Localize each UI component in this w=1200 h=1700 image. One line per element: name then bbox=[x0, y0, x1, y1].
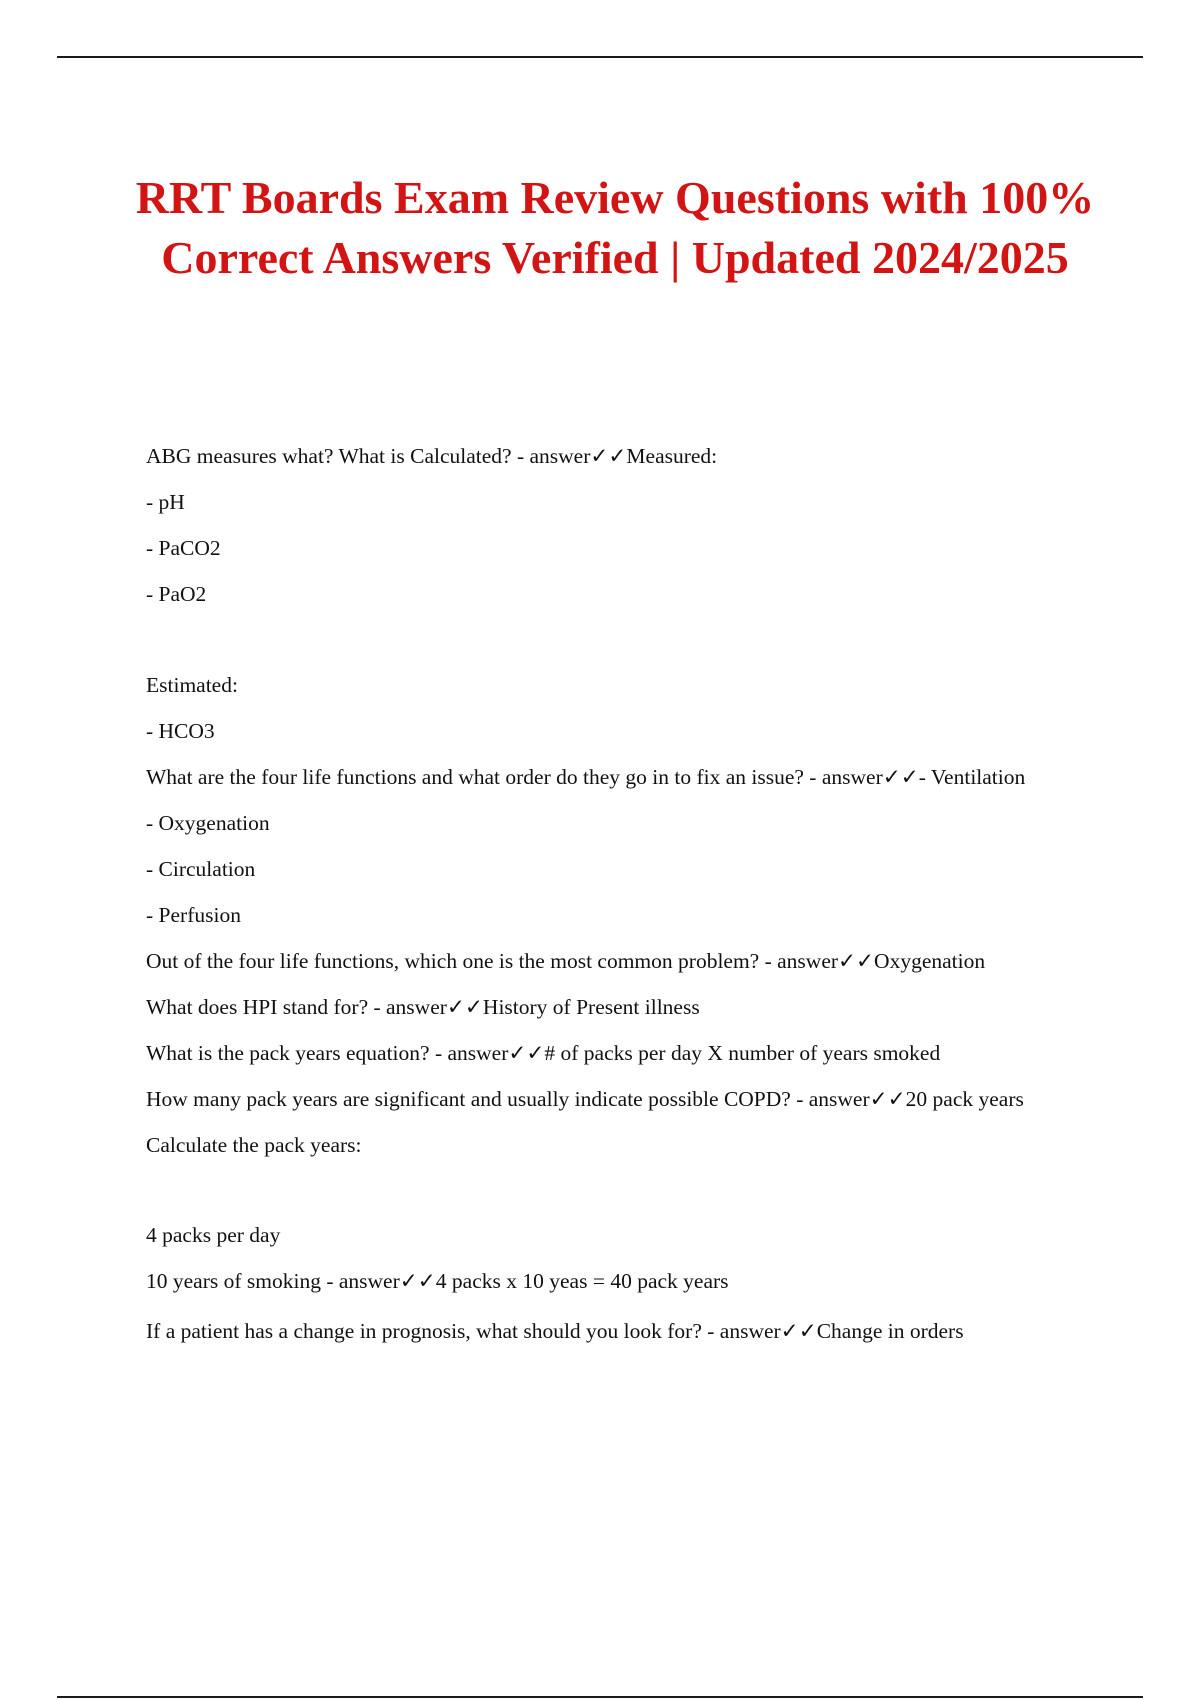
text-line: - PaO2 bbox=[146, 582, 207, 606]
header-rule bbox=[57, 56, 1143, 58]
text-line: - Circulation bbox=[146, 857, 256, 881]
text-line: - pH bbox=[146, 490, 185, 514]
text-line: How many pack years are significant and usually indicate possible COPD? - answer✓✓20 pack years bbox=[146, 1087, 1024, 1111]
text-line: - HCO3 bbox=[146, 719, 215, 743]
footer-rule bbox=[57, 1696, 1143, 1698]
text-line: Estimated: bbox=[146, 673, 238, 697]
document-title: RRT Boards Exam Review Questions with 100% Correct Answers Verified | Updated 2024/2025 bbox=[135, 172, 1095, 283]
text-line: - Oxygenation bbox=[146, 811, 270, 835]
text-line: - PaCO2 bbox=[146, 536, 221, 560]
text-line: Out of the four life functions, which one is the most common problem? - answer✓✓Oxygenation bbox=[146, 949, 986, 973]
text-line: 4 packs per day bbox=[146, 1223, 281, 1247]
text-line: Calculate the pack years: bbox=[146, 1133, 362, 1157]
text-line: - Perfusion bbox=[146, 903, 241, 927]
text-line: What does HPI stand for? - answer✓✓History of Present illness bbox=[146, 995, 700, 1019]
text-line: If a patient has a change in prognosis, what should you look for? - answer✓✓Change in orders bbox=[146, 1319, 964, 1343]
qa-content bbox=[146, 441, 1106, 1346]
text-line: ABG measures what? What is Calculated? - answer✓✓Measured: bbox=[146, 444, 718, 468]
text-line: 10 years of smoking - answer✓✓4 packs x 10 yeas = 40 pack years bbox=[146, 1269, 729, 1293]
text-line: What are the four life functions and what order do they go in to fix an issue? - answer✓✓- Ventilation bbox=[146, 765, 1026, 789]
text-line: What is the pack years equation? - answer✓✓# of packs per day X number of years smoked bbox=[146, 1041, 941, 1065]
